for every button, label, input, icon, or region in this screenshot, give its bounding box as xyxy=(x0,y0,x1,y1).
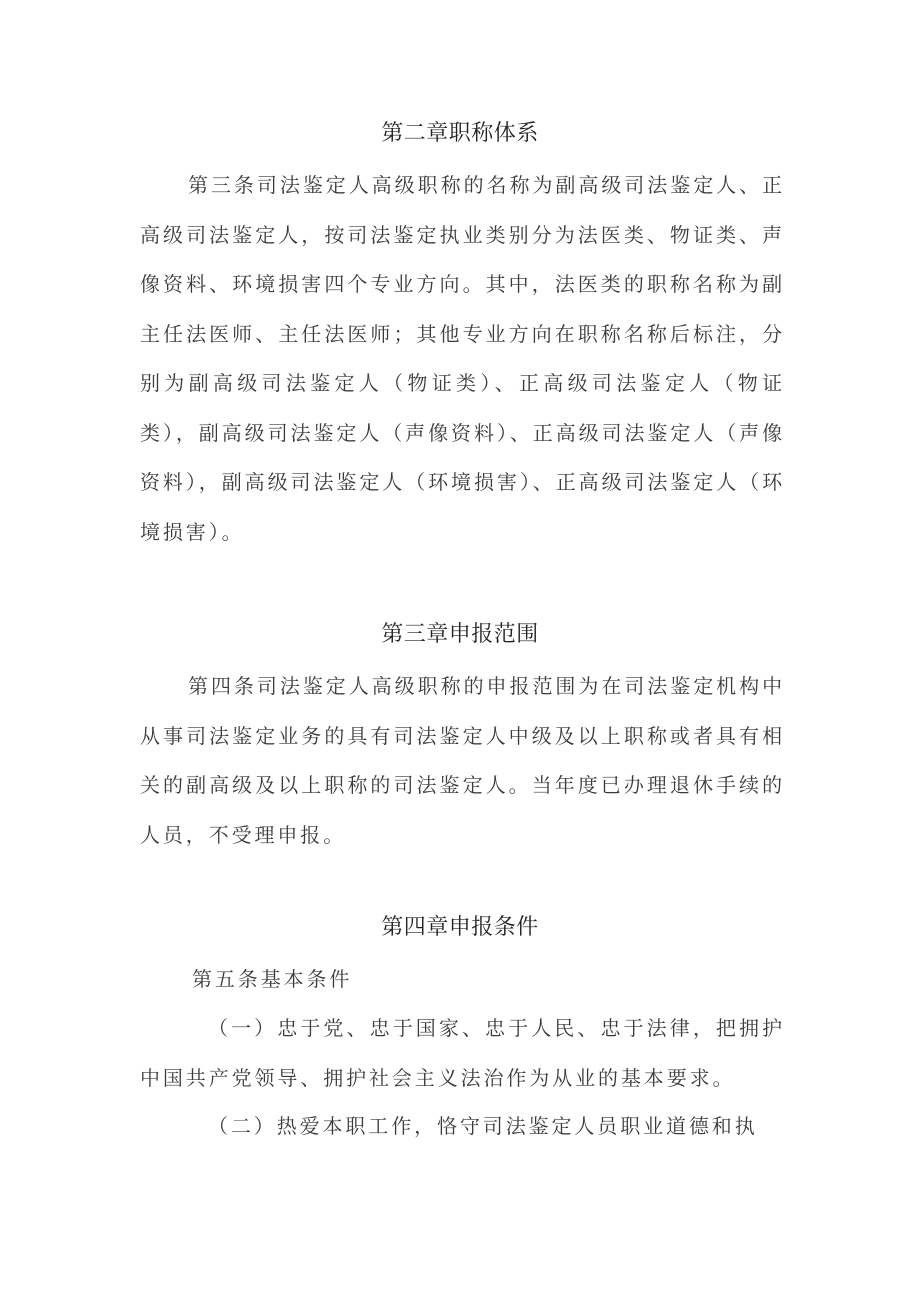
article-5-title: 第五条基本条件 xyxy=(192,967,353,991)
condition-1-paragraph: （一）忠于党、忠于国家、忠于人民、忠于法律，把拥护中国共产党领导、拥护社会主义法治作为从业的基本要求。 xyxy=(140,1016,785,1090)
chapter-2-heading: 第二章职称体系 xyxy=(381,121,539,146)
article-4-paragraph: 第四条司法鉴定人高级职称的申报范围为在司法鉴定机构中从事司法鉴定业务的具有司法鉴定人中级及以上职称或者具有相关的副高级及以上职称的司法鉴定人。当年度已办理退休手续的人员，不受理申报。 xyxy=(140,674,785,847)
article-3-paragraph: 第三条司法鉴定人高级职称的名称为副高级司法鉴定人、正高级司法鉴定人，按司法鉴定执业类别分为法医类、物证类、声像资料、环境损害四个专业方向。其中，法医类的职称名称为副主任法医师、主任法医师；其他专业方向在职称名称后标注，分别为副高级司法鉴定人（物证类）、正高级司法鉴定人（物证类），副高级司法鉴定人（声像资料）、正高级司法鉴定人（声像资料），副高级司法鉴定人（环境损害）、正高级司法鉴定人（环境损害）。 xyxy=(140,173,785,544)
chapter-4-heading: 第四章申报条件 xyxy=(381,915,539,940)
chapter-3-heading: 第三章申报范围 xyxy=(381,622,539,647)
condition-2-paragraph: （二）热爱本职工作，恪守司法鉴定人员职业道德和执 xyxy=(208,1114,758,1138)
